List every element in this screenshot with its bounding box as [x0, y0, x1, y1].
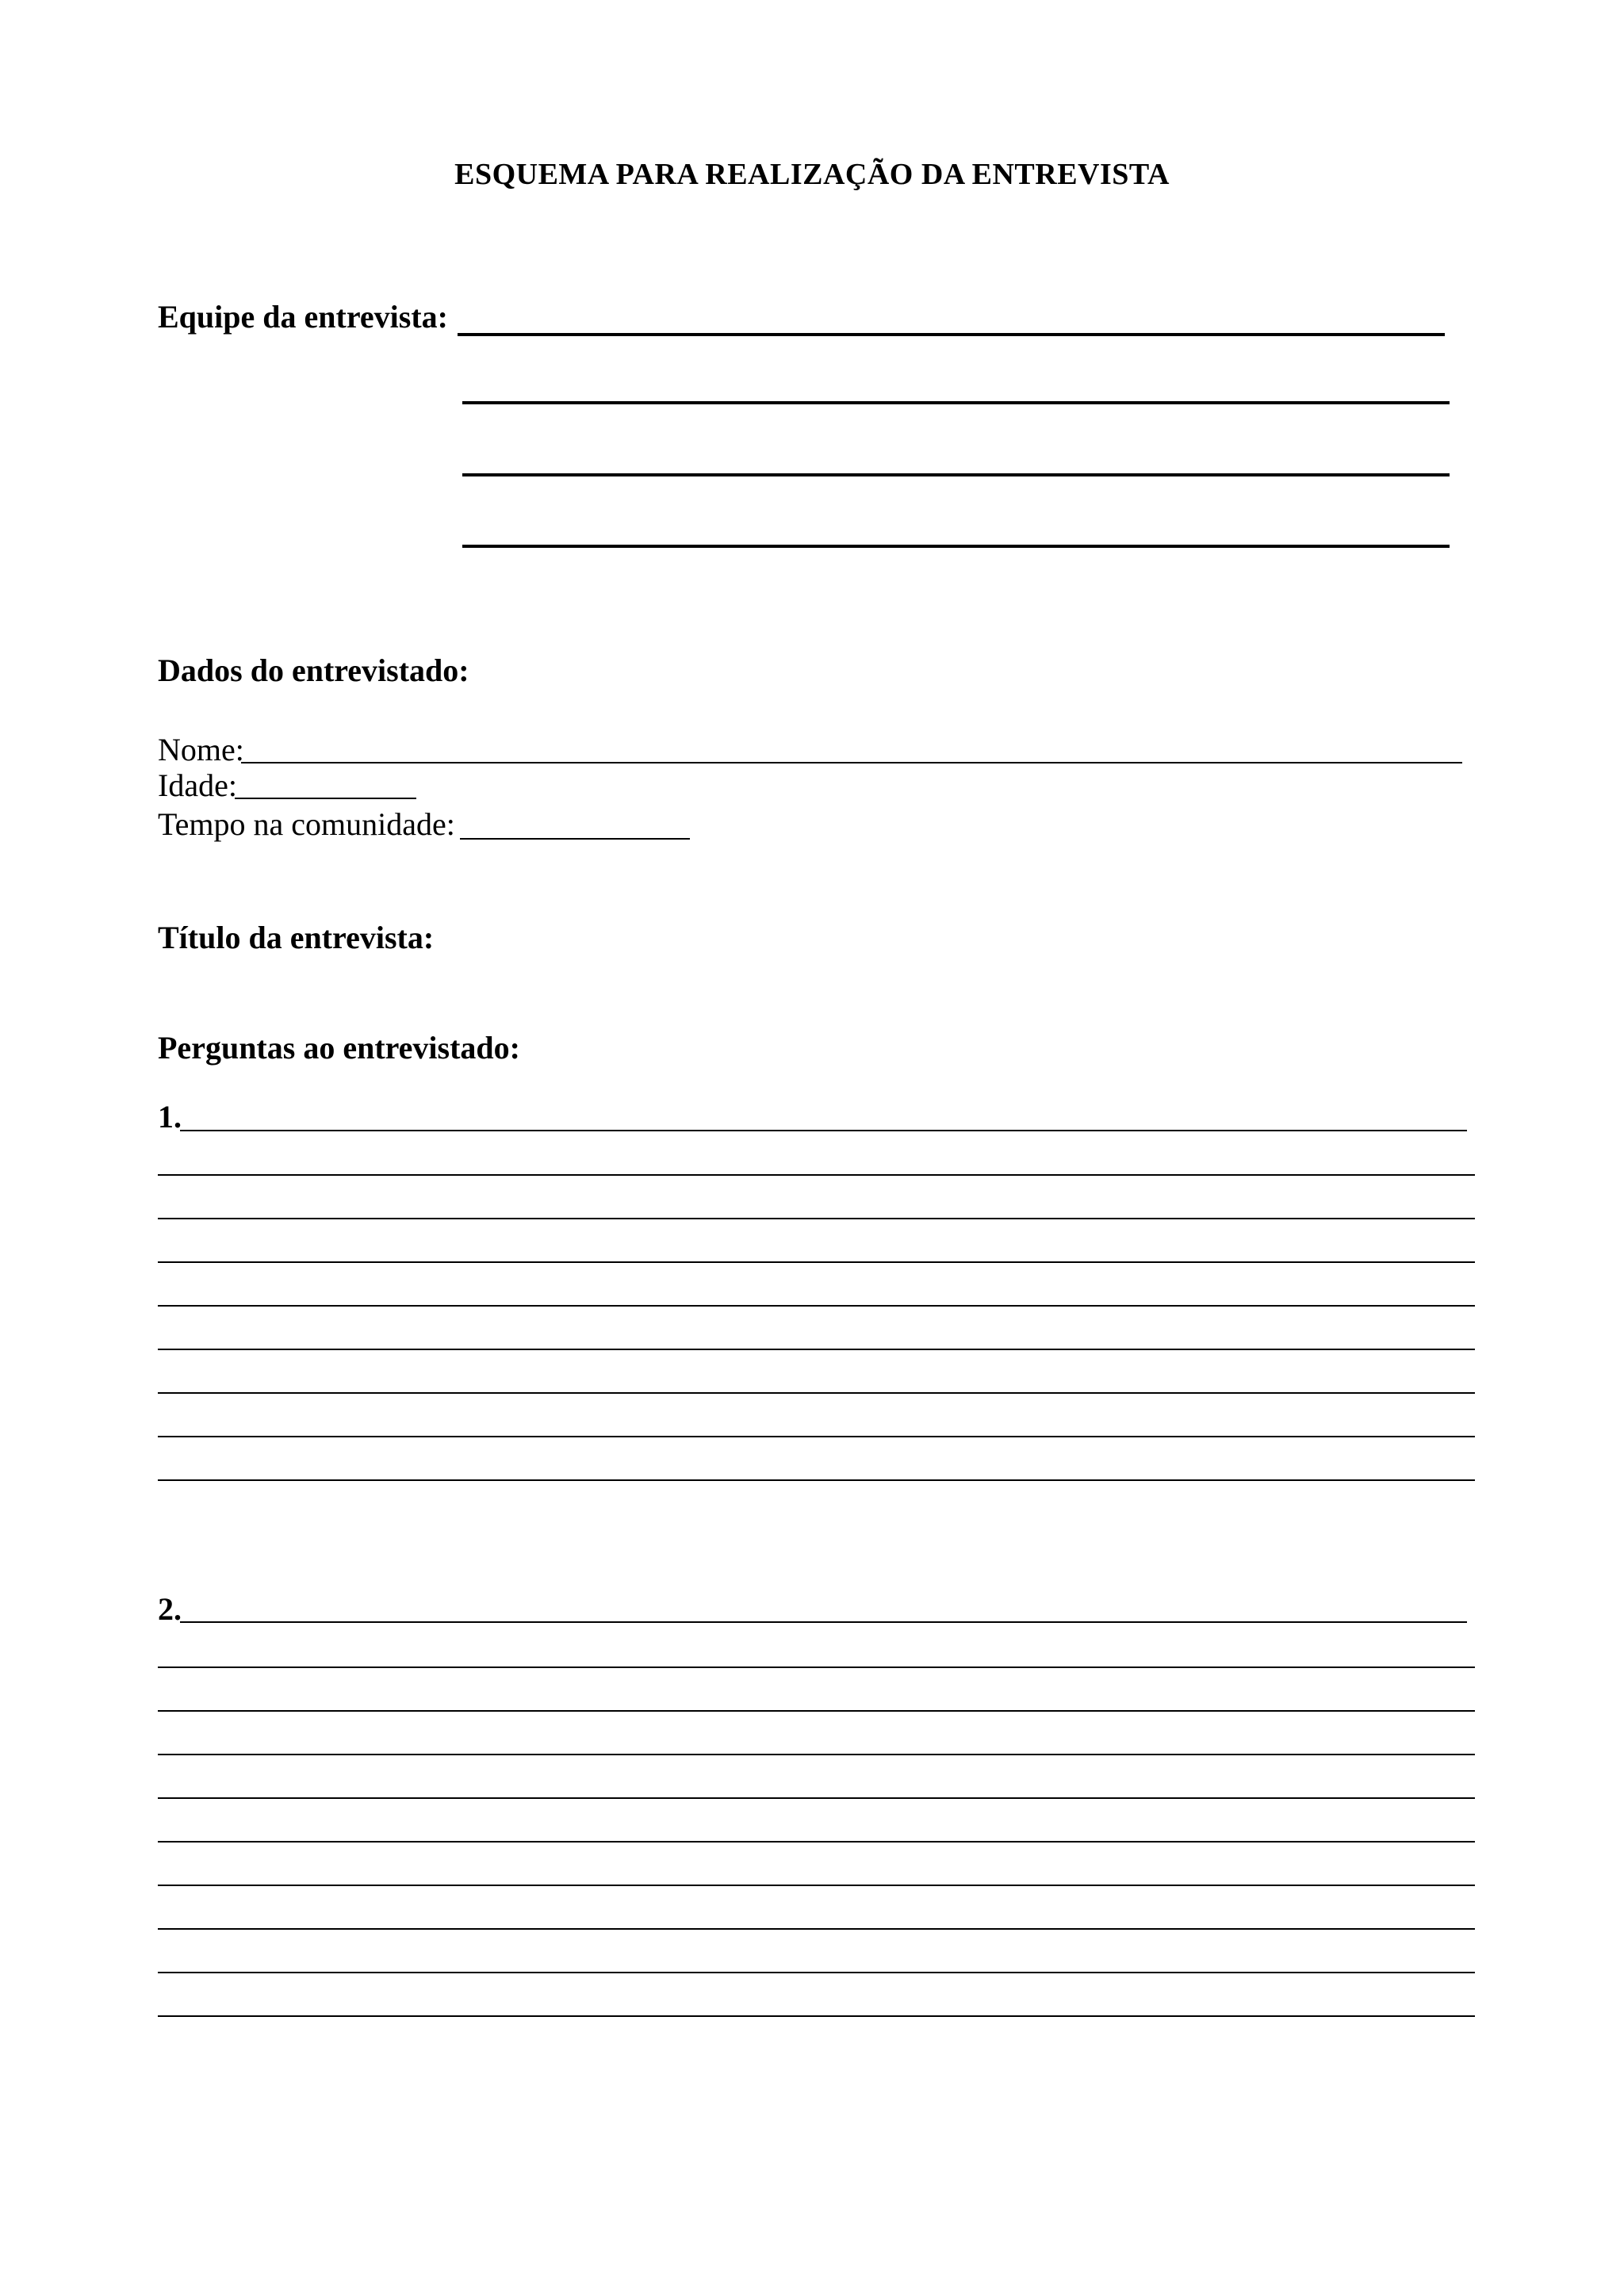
answer-2-line[interactable]: [158, 1710, 1475, 1712]
community-time-label: Tempo na comunidade:: [158, 806, 455, 842]
team-member-line[interactable]: [458, 333, 1445, 336]
answer-2-line[interactable]: [158, 1972, 1475, 1973]
question-1-number: 1.: [158, 1099, 182, 1135]
answer-1-line[interactable]: [158, 1392, 1475, 1394]
interview-title-label: Título da entrevista:: [158, 920, 435, 955]
team-member-line[interactable]: [462, 401, 1450, 404]
name-label: Nome:: [158, 732, 244, 767]
answer-2-line[interactable]: [158, 1667, 1475, 1668]
answer-2-line[interactable]: [158, 1928, 1475, 1930]
answer-2-line[interactable]: [158, 1754, 1475, 1755]
page-title: ESQUEMA PARA REALIZAÇÃO DA ENTREVISTA: [454, 158, 1170, 191]
answer-1-line[interactable]: [158, 1349, 1475, 1350]
answer-1-line[interactable]: [158, 1479, 1475, 1481]
answer-2-line[interactable]: [158, 1885, 1475, 1886]
answer-1-line[interactable]: [158, 1261, 1475, 1263]
question-2-line[interactable]: [180, 1621, 1467, 1623]
question-1-line[interactable]: [180, 1130, 1467, 1131]
community-time-field-line[interactable]: [460, 838, 690, 840]
team-label: Equipe da entrevista:: [158, 299, 448, 335]
answer-1-line[interactable]: [158, 1174, 1475, 1176]
name-field-line[interactable]: [241, 762, 1462, 763]
age-label: Idade:: [158, 767, 237, 803]
answer-2-line[interactable]: [158, 1841, 1475, 1843]
questions-section-heading: Perguntas ao entrevistado:: [158, 1030, 520, 1066]
team-member-line[interactable]: [462, 545, 1450, 548]
answer-1-line[interactable]: [158, 1218, 1475, 1219]
answer-1-line[interactable]: [158, 1305, 1475, 1307]
team-member-line[interactable]: [462, 473, 1450, 476]
answer-2-line[interactable]: [158, 2015, 1475, 2017]
answer-2-line[interactable]: [158, 1797, 1475, 1799]
age-field-line[interactable]: [235, 798, 416, 799]
interviewee-section-heading: Dados do entrevistado:: [158, 652, 469, 688]
answer-1-line[interactable]: [158, 1436, 1475, 1437]
question-2-number: 2.: [158, 1591, 182, 1627]
